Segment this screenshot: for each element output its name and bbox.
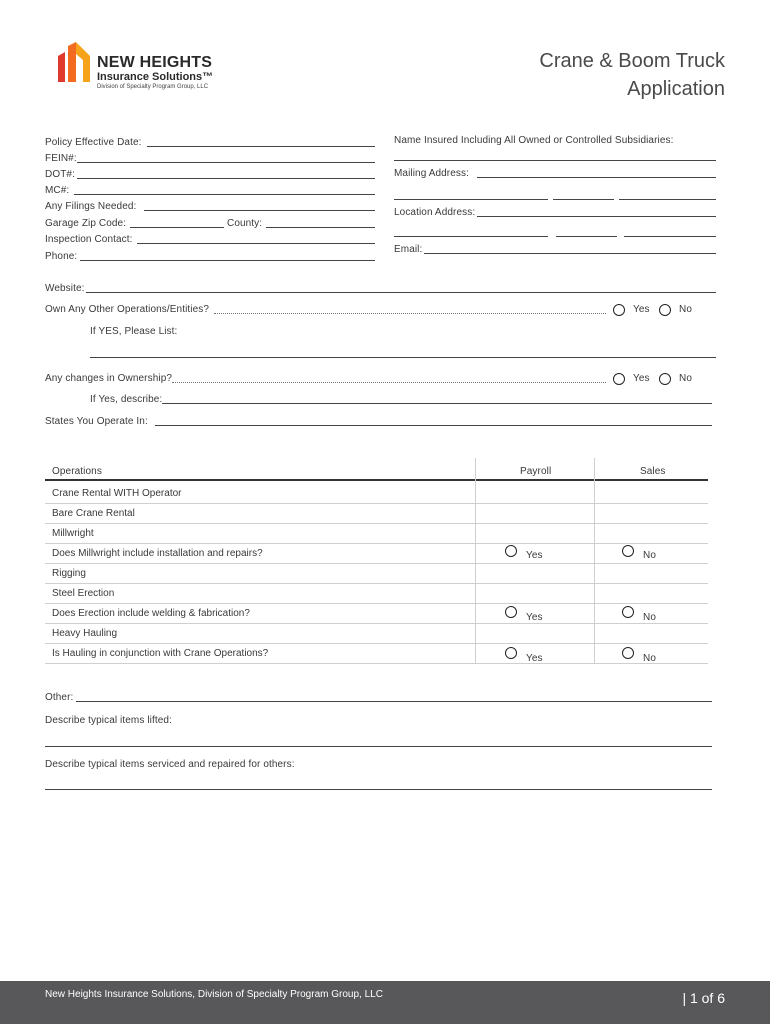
other-label: Other:: [45, 692, 74, 703]
table-row: [45, 583, 708, 604]
items-serviced-label: Describe typical items serviced and repaired for others:: [45, 759, 295, 770]
other-field[interactable]: [76, 701, 712, 702]
table-row: [45, 543, 708, 564]
county-label: County:: [227, 218, 263, 229]
location-state-field[interactable]: [556, 236, 617, 237]
table-header-operations: Operations: [52, 466, 102, 477]
dotted-leader: [172, 382, 606, 383]
hauling-no-label: No: [643, 653, 656, 664]
table-row: [45, 503, 708, 524]
mc-label: MC#:: [45, 185, 70, 196]
logo-subname: Insurance Solutions™: [97, 71, 214, 83]
mc-field[interactable]: [74, 194, 375, 195]
website-field[interactable]: [86, 292, 716, 293]
dot-field[interactable]: [77, 178, 375, 179]
mailing-zip-field[interactable]: [619, 199, 716, 200]
ownership-describe-label: If Yes, describe:: [90, 394, 163, 405]
row-label: Millwright: [52, 528, 94, 539]
filings-field[interactable]: [144, 210, 375, 211]
ownership-yes-label: Yes: [633, 373, 650, 384]
logo-mark-icon: [56, 42, 96, 84]
ownership-question: Any changes in Ownership?: [45, 373, 173, 384]
millwright-yes-radio[interactable]: [505, 545, 517, 557]
items-lifted-field[interactable]: [45, 746, 712, 747]
table-row: [45, 603, 708, 624]
page-title-line2: Application: [627, 78, 725, 100]
other-ops-yes-radio[interactable]: [613, 304, 625, 316]
millwright-no-radio[interactable]: [622, 545, 634, 557]
items-lifted-label: Describe typical items lifted:: [45, 715, 172, 726]
states-label: States You Operate In:: [45, 416, 148, 427]
logo-name: NEW HEIGHTS: [97, 54, 213, 71]
row-label: Does Millwright include installation and repairs?: [52, 548, 263, 559]
row-label: Rigging: [52, 568, 86, 579]
other-ops-list-label: If YES, Please List:: [90, 326, 178, 337]
logo-division: Division of Specialty Program Group, LLC: [97, 84, 209, 90]
table-row: [45, 563, 708, 584]
garage-zip-field[interactable]: [130, 227, 224, 228]
phone-label: Phone:: [45, 251, 78, 262]
name-insured-label: Name Insured Including All Owned or Controlled Subsidiaries:: [394, 135, 674, 146]
millwright-yes-label: Yes: [526, 550, 543, 561]
email-label: Email:: [394, 244, 423, 255]
ownership-describe-field[interactable]: [162, 403, 712, 404]
footer-page-number: | 1 of 6: [682, 990, 725, 1006]
dot-label: DOT#:: [45, 169, 75, 180]
table-header-sales: Sales: [640, 466, 666, 477]
other-ops-list-field[interactable]: [90, 357, 716, 358]
ownership-no-label: No: [679, 373, 692, 384]
hauling-yes-radio[interactable]: [505, 647, 517, 659]
row-label: Steel Erection: [52, 588, 115, 599]
hauling-no-radio[interactable]: [622, 647, 634, 659]
footer-company: New Heights Insurance Solutions, Division of Specialty Program Group, LLC: [45, 989, 383, 1000]
table-header-rule: [45, 479, 708, 481]
company-logo: [56, 42, 256, 98]
table-row: [45, 643, 708, 664]
inspection-contact-field[interactable]: [137, 243, 375, 244]
other-ops-yes-label: Yes: [633, 304, 650, 315]
page-title-line1: Crane & Boom Truck: [539, 50, 725, 72]
row-label: Bare Crane Rental: [52, 508, 135, 519]
states-field[interactable]: [155, 425, 712, 426]
garage-zip-label: Garage Zip Code:: [45, 218, 127, 229]
table-row: [45, 623, 708, 644]
row-label: Crane Rental WITH Operator: [52, 488, 182, 499]
row-label: Does Erection include welding & fabrication?: [52, 608, 250, 619]
other-operations-question: Own Any Other Operations/Entities?: [45, 304, 210, 315]
table-row: [45, 523, 708, 544]
county-field[interactable]: [266, 227, 375, 228]
dotted-leader: [214, 313, 606, 314]
page-footer: [0, 981, 770, 1024]
items-serviced-field[interactable]: [45, 789, 712, 790]
erection-no-label: No: [643, 612, 656, 623]
row-label: Is Hauling in conjunction with Crane Operations?: [52, 648, 269, 659]
policy-date-field[interactable]: [147, 146, 375, 147]
hauling-yes-label: Yes: [526, 653, 543, 664]
mailing-address-field[interactable]: [477, 177, 716, 178]
erection-yes-radio[interactable]: [505, 606, 517, 618]
ownership-no-radio[interactable]: [659, 373, 671, 385]
inspection-contact-label: Inspection Contact:: [45, 234, 133, 245]
name-insured-field[interactable]: [394, 160, 716, 161]
mailing-city-field[interactable]: [394, 199, 548, 200]
millwright-no-label: No: [643, 550, 656, 561]
fein-label: FEIN#:: [45, 153, 77, 164]
location-zip-field[interactable]: [624, 236, 716, 237]
erection-no-radio[interactable]: [622, 606, 634, 618]
other-ops-no-label: No: [679, 304, 692, 315]
mailing-state-field[interactable]: [553, 199, 614, 200]
phone-field[interactable]: [80, 260, 375, 261]
filings-label: Any Filings Needed:: [45, 201, 137, 212]
table-header-payroll: Payroll: [520, 466, 552, 477]
policy-date-label: Policy Effective Date:: [45, 137, 142, 148]
row-label: Heavy Hauling: [52, 628, 118, 639]
location-city-field[interactable]: [394, 236, 548, 237]
email-field[interactable]: [424, 253, 716, 254]
erection-yes-label: Yes: [526, 612, 543, 623]
table-row: [45, 483, 708, 504]
location-address-field[interactable]: [477, 216, 716, 217]
ownership-yes-radio[interactable]: [613, 373, 625, 385]
location-address-label: Location Address:: [394, 207, 476, 218]
other-ops-no-radio[interactable]: [659, 304, 671, 316]
mailing-address-label: Mailing Address:: [394, 168, 469, 179]
fein-field[interactable]: [77, 162, 375, 163]
website-label: Website:: [45, 283, 85, 294]
